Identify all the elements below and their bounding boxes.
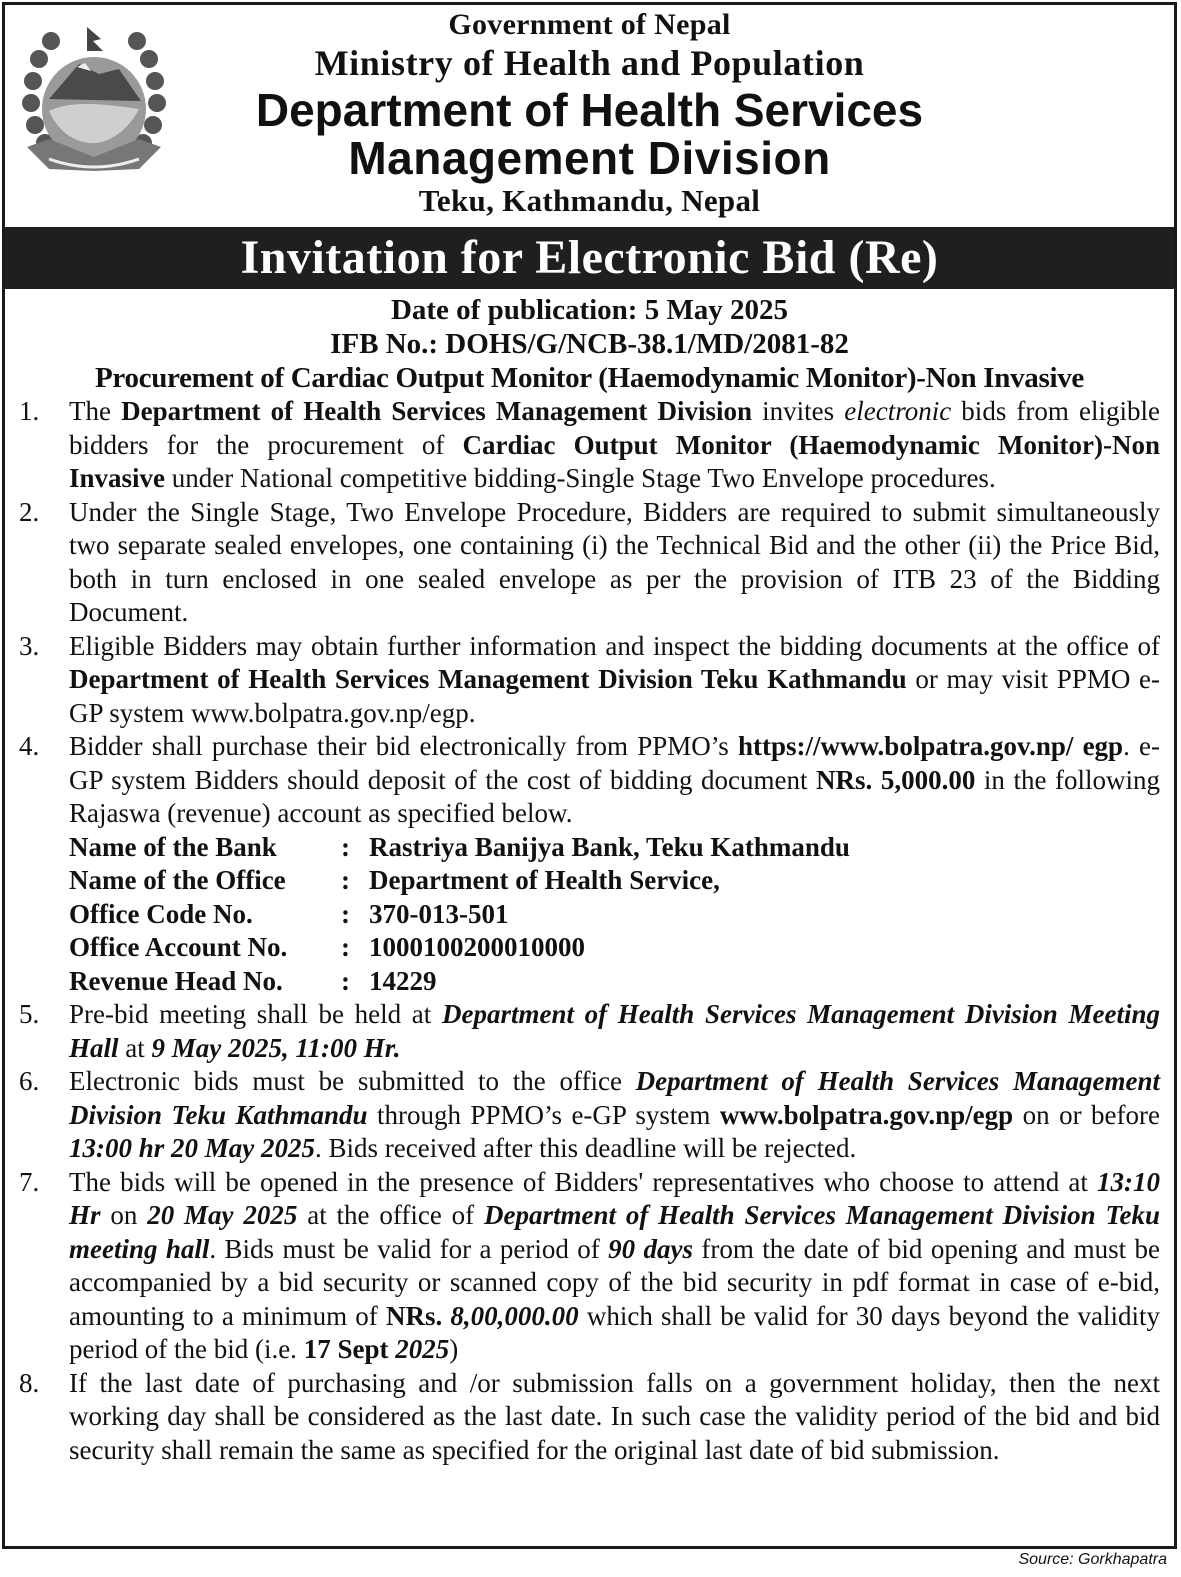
notice-title-banner: Invitation for Electronic Bid (Re) (5, 227, 1174, 289)
text-run: . Bids received after this deadline will be rejected. (315, 1133, 857, 1163)
item-text (69, 730, 1160, 831)
revenue-account-details (69, 831, 1160, 999)
text-run: If the last date of purchasing and /or submission falls on a government holiday, then the next working day shall be considered as the last date. In such case the validity period of the bid and bid security shall remain the same as specified for the original last date of bid submission. (69, 1367, 1160, 1465)
text-run: in the following Rajaswa (revenue) account as specified below. (69, 764, 1160, 828)
item-text (69, 1166, 1160, 1367)
bid-notice (2, 2, 1177, 1549)
text-run: . Bids must be valid for a period of (209, 1233, 609, 1264)
text-run: NRs. 5,000.00 (816, 764, 976, 795)
text-run: Department of Health Services Management Division Teku meeting hall (69, 1200, 1160, 1264)
account-label: Office Account No. (69, 932, 288, 962)
text-run: Department of Health Services Management Division Teku Kathmandu (69, 1066, 1161, 1130)
text-run: from the date of bid opening and must be accompanied by a bid security or scanned copy of the bid security in pdf format in case of e-bid, amounting to a minimum of (69, 1233, 1160, 1331)
text-run: The bids will be opened in the presence of Bidders' representatives who choose to attend at (69, 1166, 1097, 1197)
text-run: 13:00 hr 20 May 2025 (69, 1133, 316, 1163)
text-run: on or before (1013, 1099, 1160, 1130)
item-number: 4. (19, 731, 40, 761)
text-run: 8,00,000.00 (450, 1300, 579, 1331)
text-run: Department of Health Services Management Division (121, 396, 753, 426)
text-run: 17 Sept (303, 1334, 396, 1364)
department-name: Department of Health Services (255, 84, 924, 136)
text-run: Cardiac Output Monitor (Haemodynamic Monitor)-Non Invasive (69, 429, 1160, 493)
list-item (19, 730, 1160, 831)
item-number: 6. (19, 1066, 40, 1096)
item-text (69, 496, 1160, 630)
text-run: . e-GP system Bidders should deposit of the cost of bidding document (69, 731, 1161, 795)
text-run: Department of Health Services Management Division Meeting Hall (69, 999, 1160, 1063)
source-credit: Source: Gorkhapatra (1018, 1551, 1167, 1568)
ministry-name: Ministry of Health and Population (314, 43, 865, 83)
account-label: Name of the Bank (69, 831, 277, 862)
item-number: 1. (19, 396, 40, 426)
account-sep: : (341, 831, 350, 862)
text-run: NRs. (385, 1300, 451, 1331)
account-value: Department of Health Service, (369, 865, 720, 895)
text-run: or may visit PPMO e-GP system www.bolpatra.gov.np/egp. (69, 664, 1160, 728)
list-item (19, 1065, 1160, 1166)
publication-date: Date of publication: 5 May 2025 (390, 294, 789, 326)
text-run: 90 days (608, 1233, 694, 1264)
text-run: https://www.bolpatra.gov.np/ egp (738, 731, 1124, 761)
text-run: 13:10 Hr (69, 1166, 1160, 1230)
list-item (19, 395, 1160, 496)
item-text (69, 1367, 1160, 1468)
account-label: Revenue Head No. (69, 965, 283, 996)
text-run: 9 May 2025, 11:00 Hr. (151, 1032, 401, 1063)
list-item (19, 630, 1160, 731)
text-run: 2025 (395, 1334, 450, 1364)
text-run: Pre-bid meeting shall be held at (69, 999, 442, 1029)
text-run: on (100, 1200, 148, 1230)
text-run: 20 May 2025 (147, 1200, 298, 1230)
procurement-title: Procurement of Cardiac Output Monitor (Haemodynamic Monitor)-Non Invasive (95, 362, 1084, 394)
account-value: 1000100200010000 (369, 932, 585, 962)
item-text (69, 395, 1160, 496)
text-run: at the office of (297, 1200, 484, 1230)
text-run: Department of Health Services Management Division Teku Kathmandu (69, 664, 907, 694)
text-run: invites (752, 396, 845, 426)
text-run: Eligible Bidders may obtain further information and inspect the bidding documents at the office of (69, 630, 1160, 661)
text-run: which shall be valid for 30 days beyond the validity period of the bid (i.e. (69, 1300, 1160, 1364)
account-label: Name of the Office (69, 865, 286, 895)
text-run: electronic (844, 396, 952, 426)
text-run: The (69, 396, 122, 426)
text-run: under National competitive bidding-Single Stage Two Envelope procedures. (165, 463, 996, 493)
list-item (19, 998, 1160, 1065)
text-run: at (118, 1032, 152, 1063)
list-item (19, 1367, 1160, 1468)
office-address: Teku, Kathmandu, Nepal (418, 183, 761, 218)
item-number: 7. (19, 1166, 40, 1197)
text-run: Electronic bids must be submitted to the office (69, 1066, 636, 1096)
text-run: ) (449, 1334, 459, 1364)
text-run: through PPMO’s e-GP system (367, 1099, 720, 1130)
account-sep: : (341, 898, 350, 929)
item-number: 3. (19, 630, 40, 661)
account-value: 14229 (369, 965, 437, 996)
division-name: Management Division (348, 132, 831, 184)
notice-header (5, 5, 1174, 227)
notice-items (19, 395, 1160, 1467)
item-text (69, 630, 1160, 731)
item-text (69, 998, 1160, 1065)
government-name: Government of Nepal (448, 8, 731, 41)
account-sep: : (341, 932, 350, 962)
text-run: bids from eligible bidders for the procurement of (69, 396, 1160, 460)
text-run: Bidder shall purchase their bid electronically from PPMO’s (69, 731, 739, 761)
account-sep: : (341, 965, 350, 996)
nepal-emblem-icon (19, 19, 169, 179)
ifb-number: IFB No.: DOHS/G/NCB-38.1/MD/2081-82 (330, 328, 849, 360)
item-text (69, 1065, 1160, 1166)
list-item (19, 1166, 1160, 1367)
list-item (19, 496, 1160, 630)
text-run: www.bolpatra.gov.np/egp (719, 1099, 1014, 1130)
account-value: 370-013-501 (369, 898, 509, 929)
item-number: 5. (19, 999, 40, 1029)
item-number: 2. (19, 496, 40, 527)
account-value: Rastriya Banijya Bank, Teku Kathmandu (369, 831, 850, 862)
account-label: Office Code No. (69, 898, 253, 929)
item-number: 8. (19, 1367, 40, 1398)
text-run: Under the Single Stage, Two Envelope Procedure, Bidders are required to submit simultaneously two separate sealed envelopes, one containing (i) the Technical Bid and the other (ii) the Price Bid, both in turn enclosed in one sealed envelope as per the provision of ITB 23 of the Bidding Document. (69, 496, 1160, 627)
account-sep: : (341, 865, 350, 895)
